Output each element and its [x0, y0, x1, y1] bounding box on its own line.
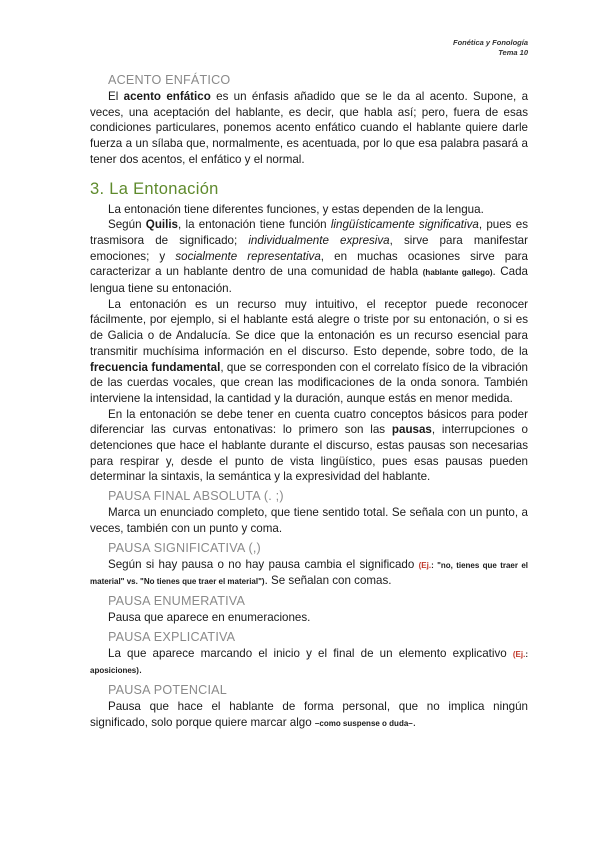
subheading-pausa-potencial: PAUSA POTENCIAL — [108, 683, 227, 698]
page-header — [453, 38, 528, 58]
section-title-entonacion: 3. La Entonación — [90, 179, 219, 198]
subheading-pausa-significativa: PAUSA SIGNIFICATIVA (,) — [108, 540, 261, 555]
paragraph-pausa-significativa: Según si hay pausa o no hay pausa cambia el significado (Ej.: "no, tienes que traer el material" vs. "No tienes que traer el material"). Se señalan con comas. — [90, 557, 528, 588]
paragraph-pausa-explicativa: La que aparece marcando el inicio y el final de un elemento explicativo (Ej.: aposiciones). — [90, 646, 528, 677]
paragraph-pausa-final: Marca un enunciado completo, que tiene sentido total. Se señala con un punto, a veces, también con un punto y coma. — [90, 506, 528, 535]
paragraph-2: Según Quilis, la entonación tiene función lingüísticamente significativa, pues es trasmisora de significado; individualmente expresiva, sirve para manifestar emociones; y socialmente representativa, en muchas ocasiones sirve para caracterizar a un hablante dentro de una comunidad de habla (hablante gallego). Cada lengua tiene su entonación. — [90, 218, 528, 296]
paragraph-acento: El acento enfático es un énfasis añadido que se le da al acento. Supone, a veces, una aceptación del hablante, es decir, que habla así; pero, fuera de esas condiciones particulares, ponemos acento enfático cuando el hablante quiere darle fuerza a un sílaba que, normalmente, es acentuada, por lo que esa palabra pasará a tener dos acentos, el enfático y el normal. — [90, 90, 529, 166]
subheading-acento-enfatico: ACENTO ENFÁTICO — [108, 73, 231, 87]
subheading-pausa-explicativa: PAUSA EXPLICATIVA — [108, 629, 236, 644]
header-subject: Fonética y Fonología — [452, 38, 528, 47]
paragraph-pausa-potencial: Pausa que hace el hablante de forma personal, que no implica ningún significado, solo porque quiere marcar algo –como suspense o duda–. — [90, 700, 528, 729]
paragraph-1: La entonación tiene diferentes funciones, y estas dependen de la lengua. — [108, 202, 484, 216]
paragraph-4: En la entonación se debe tener en cuenta cuatro conceptos básicos para poder diferenciar las curvas entonativas: lo primero son las pausas, interrupciones o detenciones que hace el hablante durante el discurso, estas pausas son necesarias para respirar y, desde el punto de vista lingüístico, pues esas pausas pueden determinar la sintaxis, la semántica y la expresividad del hablante. — [90, 407, 528, 484]
subheading-pausa-enumerativa: PAUSA ENUMERATIVA — [108, 593, 246, 608]
document-body — [90, 72, 528, 732]
paragraph-3: La entonación es un recurso muy intuitivo, el receptor puede reconocer fácilmente, por ejemplo, si el hablante está alegre o triste por su entonación, o si es de Galicia o de Andalucía. Se dice que la entonación es un recurso esencial para transmitir muchísima información en el discurso. Esto depende, sobre todo, de la frecuencia fundamental, que se corresponden con el correlato físico de la vibración de las cuerdas vocales, que crean las modificaciones de la onda sonora. También interviene la intensidad, la cantidad y la duración, aunque estás en menor medida. — [90, 297, 528, 405]
subheading-pausa-final: PAUSA FINAL ABSOLUTA (. ;) — [108, 489, 284, 504]
header-topic: Tema 10 — [498, 48, 528, 57]
paragraph-pausa-enumerativa: Pausa que aparece en enumeraciones. — [108, 610, 311, 624]
